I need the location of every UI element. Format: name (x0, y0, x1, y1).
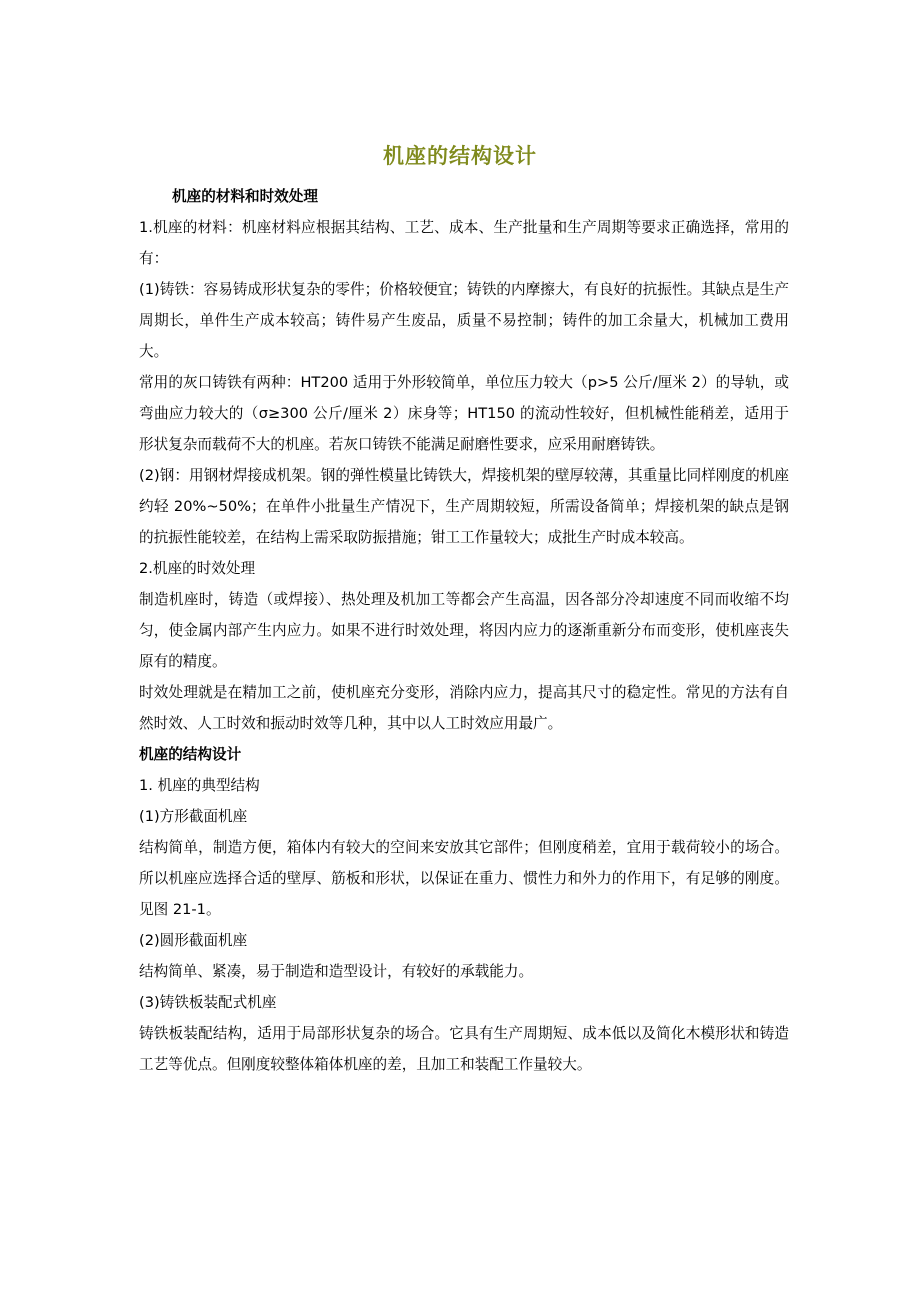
paragraph-aging-cause: 制造机座时，铸造（或焊接）、热处理及机加工等都会产生高温，因各部分冷却速度不同而收缩不均匀，使金属内部产生内应力。如果不进行时效处理，将因内应力的逐渐重新分布而变形，使机座丧失原有的精度。 (139, 591, 789, 670)
paragraph-square-desc: 结构简单，制造方便，箱体内有较大的空间来安放其它部件；但刚度稍差，宜用于载荷较小的场合。所以机座应选择合适的壁厚、筋板和形状，以保证在重力、惯性力和外力的作用下，有足够的刚度。见图 21-1。 (139, 839, 789, 918)
paragraph-steel: (2)钢：用钢材焊接成机架。钢的弹性模量比铸铁大，焊接机架的壁厚较薄，其重量比同样刚度的机座约轻 20%~50%；在单件小批量生产情况下，生产周期较短，所需设备简单；焊接机架的缺点是钢的抗振性能较差，在结构上需采取防振措施；钳工工作量较大；成批生产时成本较高。 (139, 467, 789, 546)
paragraph-cast-iron: (1)铸铁：容易铸成形状复杂的零件；价格较便宜；铸铁的内摩擦大，有良好的抗振性。其缺点是生产周期长，单件生产成本较高；铸件易产生废品，质量不易控制；铸件的加工余量大，机械加工费用大。 (139, 281, 789, 360)
paragraph-materials-intro: 1.机座的材料：机座材料应根据其结构、工艺、成本、生产批量和生产周期等要求正确选择，常用的有： (139, 219, 789, 267)
document-body (139, 181, 789, 1080)
section-heading-structure: 机座的结构设计 (139, 746, 242, 763)
paragraph-square-heading: (1)方形截面机座 (139, 808, 248, 825)
section-heading-materials: 机座的材料和时效处理 (172, 188, 318, 205)
paragraph-plate-heading: (3)铸铁板装配式机座 (139, 994, 277, 1011)
paragraph-round-heading: (2)圆形截面机座 (139, 932, 248, 949)
page-title: 机座的结构设计 (383, 144, 537, 168)
paragraph-plate-desc: 铸铁板装配结构，适用于局部形状复杂的场合。它具有生产周期短、成本低以及简化木模形状和铸造工艺等优点。但刚度较整体箱体机座的差，且加工和装配工作量较大。 (139, 1025, 789, 1073)
paragraph-aging-method: 时效处理就是在精加工之前，使机座充分变形，消除内应力，提高其尺寸的稳定性。常见的方法有自然时效、人工时效和振动时效等几种，其中以人工时效应用最广。 (139, 684, 789, 732)
paragraph-round-desc: 结构简单、紧凑，易于制造和造型设计，有较好的承载能力。 (139, 963, 534, 980)
paragraph-gray-iron: 常用的灰口铸铁有两种：HT200 适用于外形较简单，单位压力较大（p>5 公斤/厘米 2）的导轨，或弯曲应力较大的（σ≥300 公斤/厘米 2）床身等；HT150 的流动性较好，但机械性能稍差，适用于形状复杂而载荷不大的机座。若灰口铸铁不能满足耐磨性要求，应采用耐磨铸铁。 (139, 374, 789, 453)
paragraph-aging-heading: 2.机座的时效处理 (139, 560, 256, 577)
paragraph-typical-structure: 1. 机座的典型结构 (139, 777, 260, 794)
